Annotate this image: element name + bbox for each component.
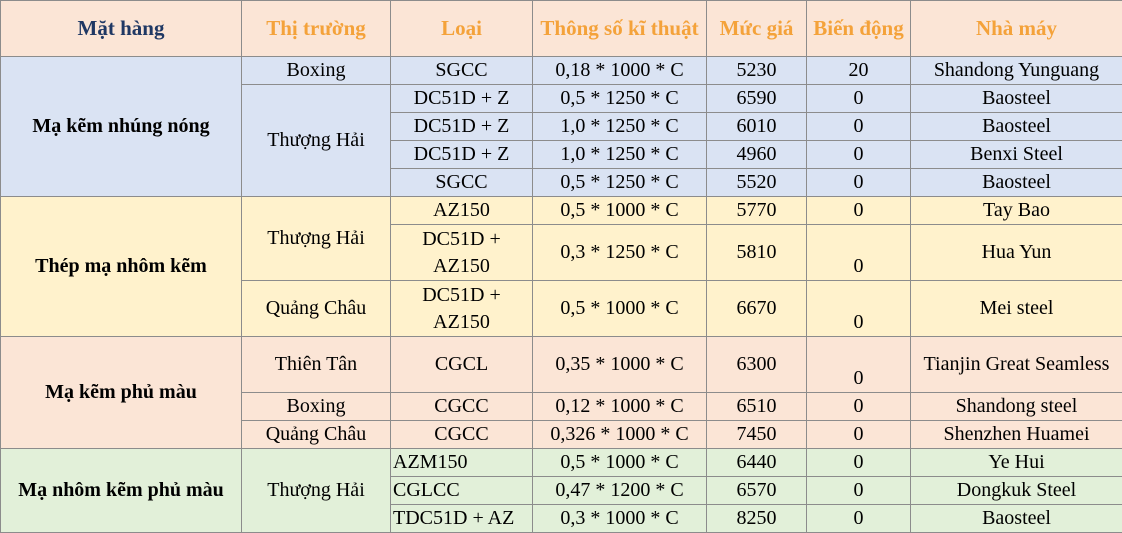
market-cell: Thiên Tân bbox=[242, 337, 391, 393]
type-cell: DC51D + Z bbox=[391, 85, 533, 113]
market-cell: Boxing bbox=[242, 393, 391, 421]
change-cell: 20 bbox=[807, 57, 911, 85]
change-cell: 0 bbox=[807, 337, 911, 393]
market-cell: Quảng Châu bbox=[242, 281, 391, 337]
group-name-ma-nhom-kem-phu-mau: Mạ nhôm kẽm phủ màu bbox=[1, 449, 242, 533]
header-bien-dong: Biến động bbox=[807, 1, 911, 57]
change-cell: 0 bbox=[807, 197, 911, 225]
factory-cell: Tay Bao bbox=[911, 197, 1122, 225]
spec-cell: 1,0 * 1250 * C bbox=[533, 113, 707, 141]
factory-cell: Baosteel bbox=[911, 169, 1122, 197]
table-row bbox=[1, 449, 1122, 477]
change-cell: 0 bbox=[807, 505, 911, 533]
type-cell: TDC51D + AZ bbox=[391, 505, 533, 533]
factory-cell: Mei steel bbox=[911, 281, 1122, 337]
type-cell: SGCC bbox=[391, 169, 533, 197]
change-cell: 0 bbox=[807, 225, 911, 281]
header-muc-gia: Mức giá bbox=[707, 1, 807, 57]
price-cell: 6510 bbox=[707, 393, 807, 421]
type-cell: DC51D + AZ150 bbox=[391, 225, 533, 281]
factory-cell: Baosteel bbox=[911, 113, 1122, 141]
type-cell: CGCC bbox=[391, 421, 533, 449]
type-cell: AZM150 bbox=[391, 449, 533, 477]
header-thi-truong: Thị trường bbox=[242, 1, 391, 57]
market-cell: Thượng Hải bbox=[242, 449, 391, 533]
price-cell: 6300 bbox=[707, 337, 807, 393]
type-cell: CGCL bbox=[391, 337, 533, 393]
spec-cell: 0,47 * 1200 * C bbox=[533, 477, 707, 505]
group-name-thep-ma-nhom-kem: Thép mạ nhôm kẽm bbox=[1, 197, 242, 337]
change-cell: 0 bbox=[807, 169, 911, 197]
factory-cell: Shenzhen Huamei bbox=[911, 421, 1122, 449]
market-cell: Thượng Hải bbox=[242, 85, 391, 197]
spec-cell: 0,5 * 1000 * C bbox=[533, 197, 707, 225]
price-cell: 6010 bbox=[707, 113, 807, 141]
header-loai: Loại bbox=[391, 1, 533, 57]
factory-cell: Hua Yun bbox=[911, 225, 1122, 281]
factory-cell: Tianjin Great Seamless bbox=[911, 337, 1122, 393]
factory-cell: Ye Hui bbox=[911, 449, 1122, 477]
spec-cell: 0,326 * 1000 * C bbox=[533, 421, 707, 449]
price-cell: 6670 bbox=[707, 281, 807, 337]
spec-cell: 0,3 * 1250 * C bbox=[533, 225, 707, 281]
price-cell: 5230 bbox=[707, 57, 807, 85]
change-cell: 0 bbox=[807, 141, 911, 169]
header-row bbox=[1, 1, 1122, 57]
type-cell: DC51D + Z bbox=[391, 113, 533, 141]
type-cell: DC51D + AZ150 bbox=[391, 281, 533, 337]
spec-cell: 0,12 * 1000 * C bbox=[533, 393, 707, 421]
type-cell: CGLCC bbox=[391, 477, 533, 505]
type-cell: SGCC bbox=[391, 57, 533, 85]
change-cell: 0 bbox=[807, 113, 911, 141]
spec-cell: 0,35 * 1000 * C bbox=[533, 337, 707, 393]
table-row bbox=[1, 337, 1122, 393]
spec-cell: 1,0 * 1250 * C bbox=[533, 141, 707, 169]
change-cell: 0 bbox=[807, 421, 911, 449]
factory-cell: Baosteel bbox=[911, 85, 1122, 113]
header-thong-so: Thông số kĩ thuật bbox=[533, 1, 707, 57]
header-mat-hang: Mặt hàng bbox=[1, 1, 242, 57]
factory-cell: Dongkuk Steel bbox=[911, 477, 1122, 505]
price-cell: 6440 bbox=[707, 449, 807, 477]
price-cell: 5520 bbox=[707, 169, 807, 197]
market-cell: Quảng Châu bbox=[242, 421, 391, 449]
change-cell: 0 bbox=[807, 85, 911, 113]
factory-cell: Shandong Yunguang bbox=[911, 57, 1122, 85]
market-cell: Boxing bbox=[242, 57, 391, 85]
change-cell: 0 bbox=[807, 393, 911, 421]
type-cell: CGCC bbox=[391, 393, 533, 421]
header-nha-may: Nhà máy bbox=[911, 1, 1122, 57]
price-cell: 6590 bbox=[707, 85, 807, 113]
price-cell: 7450 bbox=[707, 421, 807, 449]
group-name-ma-kem-nhung-nong: Mạ kẽm nhúng nóng bbox=[1, 57, 242, 197]
spec-cell: 0,5 * 1000 * C bbox=[533, 449, 707, 477]
table-row bbox=[1, 197, 1122, 225]
price-cell: 6570 bbox=[707, 477, 807, 505]
price-cell: 4960 bbox=[707, 141, 807, 169]
spec-cell: 0,3 * 1000 * C bbox=[533, 505, 707, 533]
market-cell: Thượng Hải bbox=[242, 197, 391, 281]
change-cell: 0 bbox=[807, 281, 911, 337]
factory-cell: Baosteel bbox=[911, 505, 1122, 533]
spec-cell: 0,5 * 1250 * C bbox=[533, 169, 707, 197]
price-cell: 5770 bbox=[707, 197, 807, 225]
table-row bbox=[1, 57, 1122, 85]
spec-cell: 0,18 * 1000 * C bbox=[533, 57, 707, 85]
factory-cell: Benxi Steel bbox=[911, 141, 1122, 169]
factory-cell: Shandong steel bbox=[911, 393, 1122, 421]
price-cell: 8250 bbox=[707, 505, 807, 533]
group-name-ma-kem-phu-mau: Mạ kẽm phủ màu bbox=[1, 337, 242, 449]
spec-cell: 0,5 * 1250 * C bbox=[533, 85, 707, 113]
change-cell: 0 bbox=[807, 449, 911, 477]
type-cell: AZ150 bbox=[391, 197, 533, 225]
price-cell: 5810 bbox=[707, 225, 807, 281]
type-cell: DC51D + Z bbox=[391, 141, 533, 169]
spec-cell: 0,5 * 1000 * C bbox=[533, 281, 707, 337]
change-cell: 0 bbox=[807, 477, 911, 505]
